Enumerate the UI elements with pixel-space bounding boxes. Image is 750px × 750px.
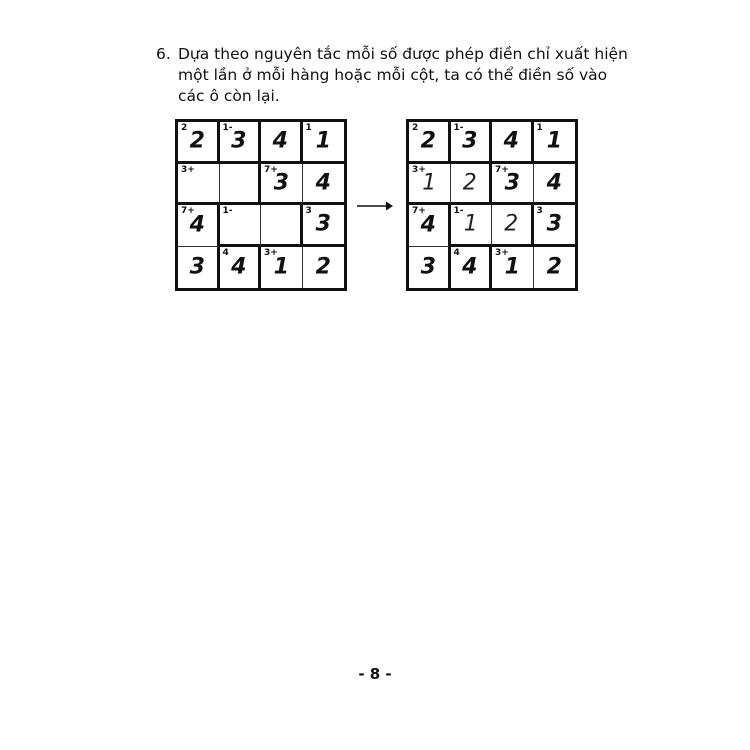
grid-cell [451,164,493,206]
cage-clue: 1- [222,123,233,133]
cage-clue: 1- [453,123,464,133]
cell-value: 1 [463,211,478,237]
grid-cell [534,247,576,289]
grid-cell [534,205,576,247]
cage-clue: 1- [222,206,233,216]
cage-clue: 3 [305,206,312,216]
cell-value: 3 [546,211,562,237]
cell-value: 4 [462,254,478,280]
grid-cell [261,247,303,289]
cell-value: 1 [315,128,331,154]
grid-cell [220,247,262,289]
cage-clue: 2 [412,123,419,133]
grid-cell [178,164,220,206]
cell-value: 4 [189,212,205,238]
cage-clue: 4 [222,247,229,258]
cell-value: 4 [503,128,519,154]
cell-value: 2 [462,170,477,196]
grid-cell [451,122,493,164]
grid-cell [534,122,576,164]
cell-value: 2 [504,211,519,237]
page-number: - 8 - [358,665,392,683]
problem-number: 6. [156,45,171,63]
cell-value: 4 [420,212,436,238]
cage-clue: 1 [536,123,543,133]
problem-line-2: một lần ở mỗi hàng hoặc mỗi cột, ta có thể điền số vào [178,66,608,84]
cell-value: 2 [420,128,436,154]
cell-value: 3 [420,254,436,280]
cell-value: 4 [272,128,288,154]
grid-cell [220,122,262,164]
cell-value: 3 [462,128,478,154]
cell-value: 2 [315,254,331,280]
puzzle-grid-unsolved [175,119,347,291]
cage-clue: 7+ [495,164,509,175]
cell-value: 1 [273,254,289,280]
problem-line-3: các ô còn lại. [178,87,280,105]
cell-value: 3 [273,170,289,196]
grid-cell [303,205,345,247]
cage-clue: 1 [305,123,312,133]
problem-text [156,44,628,107]
cage-clue: 7+ [412,206,426,216]
cell-value: 1 [504,254,520,280]
grid-cell [178,205,220,247]
puzzle-grid-solved [406,119,578,291]
cage-clue: 3 [536,206,543,216]
grid-cell [534,164,576,206]
cage-clue: 3+ [495,247,509,258]
cell-value: 3 [315,211,331,237]
cage-clue: 1- [453,206,464,216]
grid-cell [451,205,493,247]
cage-clue: 4 [453,247,460,258]
right-arrow-icon [356,199,394,213]
grid-cell [261,122,303,164]
grid-cell [220,164,262,206]
grid-cell [492,247,534,289]
cell-value: 3 [504,170,520,196]
cell-value: 2 [189,128,205,154]
grid-cell [492,122,534,164]
grid-cell [409,164,451,206]
grid-cell [451,247,493,289]
cell-value: 4 [546,170,562,196]
grid-cell [409,122,451,164]
cage-clue: 3+ [264,247,278,258]
cage-clue: 3+ [181,164,195,175]
grid-cell [409,205,451,247]
cage-clue: 2 [181,123,188,133]
cell-value: 1 [546,128,562,154]
grid-cell [303,122,345,164]
cell-value: 1 [422,170,437,196]
grid-cell [178,122,220,164]
grid-cell [303,164,345,206]
cage-clue: 7+ [264,164,278,175]
grid-cell [261,205,303,247]
grid-cell [492,164,534,206]
grid-cell [303,247,345,289]
grid-cell [220,205,262,247]
cage-clue: 7+ [181,206,195,216]
grid-cell [178,247,220,289]
problem-line-1: Dựa theo nguyên tắc mỗi số được phép điền chỉ xuất hiện [178,45,628,63]
grid-cell [261,164,303,206]
cell-value: 3 [189,254,205,280]
cell-value: 3 [231,128,247,154]
cell-value: 4 [315,170,331,196]
grid-cell [409,247,451,289]
grid-cell [492,205,534,247]
cage-clue: 3+ [412,164,426,175]
cell-value: 2 [546,254,562,280]
cell-value: 4 [231,254,247,280]
